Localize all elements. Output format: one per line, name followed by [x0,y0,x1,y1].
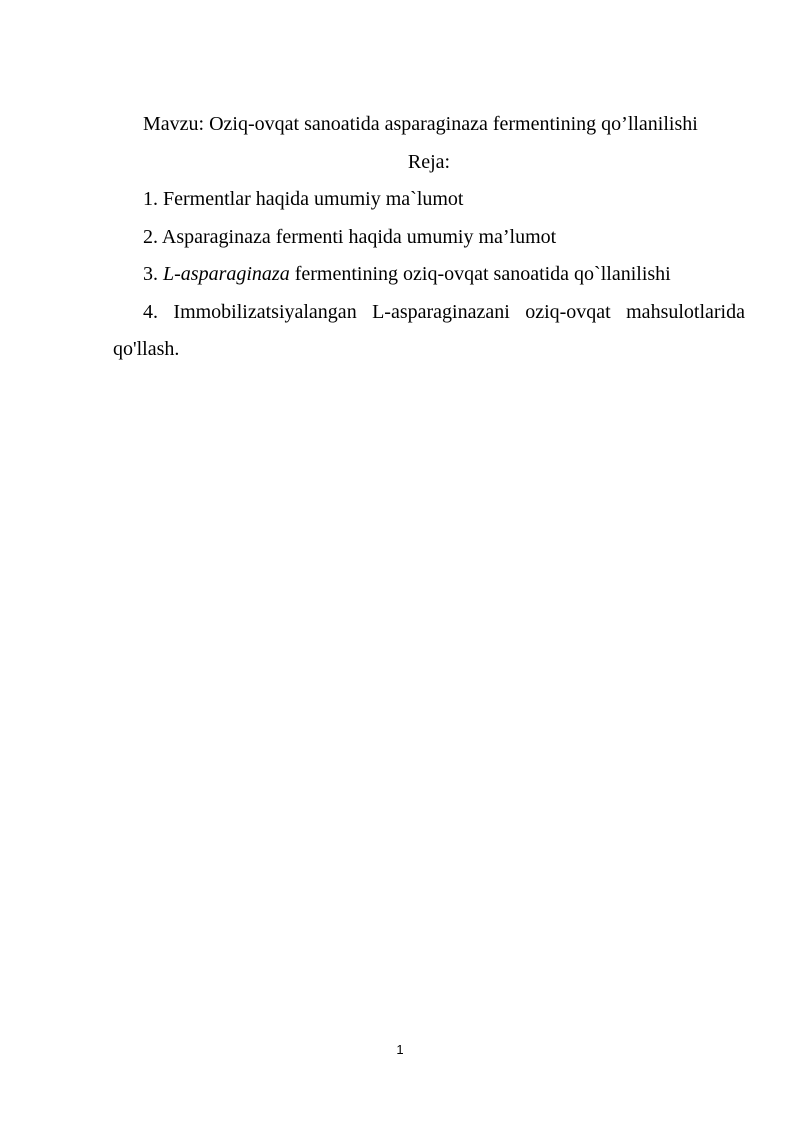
page-number: 1 [396,1042,404,1057]
plan-item-2: 2. Asparaginaza fermenti haqida umumiy ma’lumot [143,225,557,248]
plan-item-3-italic-term: L-asparaginaza [163,263,290,285]
topic-line: Mavzu: Oziq-ovqat sanoatida asparaginaza fermentining qo’llanilishi [143,113,698,135]
plan-item-3 [113,256,745,294]
plan-item-3-prefix: 3. [143,263,163,285]
document-body [113,106,745,369]
plan-item-4: 4. Immobilizatsiyalangan L-asparaginazani oziq-ovqat mahsulotlarida qo'llash. [113,300,745,360]
plan-item-3-rest: fermentining oziq-ovqat sanoatida qo`llanilishi [289,263,671,285]
plan-item-1: 1. Fermentlar haqida umumiy ma`lumot [143,188,464,210]
plan-heading: Reja: [407,150,451,173]
